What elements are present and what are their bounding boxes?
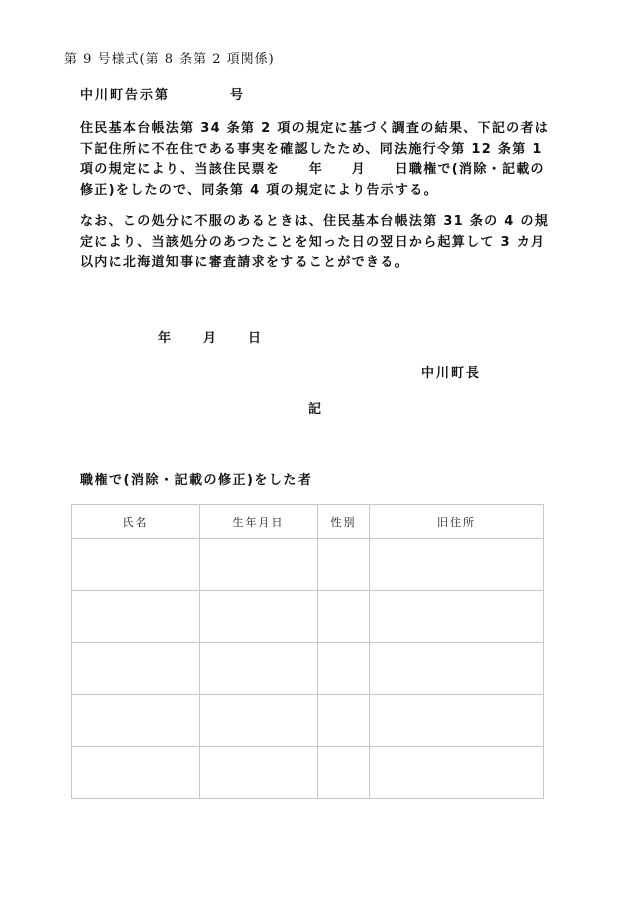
notice-number — [80, 84, 245, 103]
date-month-label: 月 — [203, 331, 217, 346]
gender-cell — [318, 747, 370, 799]
form-number: 第 9 号様式(第 8 条第 2 項関係) — [64, 52, 275, 67]
table-row — [72, 747, 544, 799]
name-cell — [72, 695, 200, 747]
table-row — [72, 591, 544, 643]
gender-cell — [318, 539, 370, 591]
birthdate-cell — [200, 591, 318, 643]
gender-cell — [318, 591, 370, 643]
table-header-row — [72, 505, 544, 539]
name-cell — [72, 539, 200, 591]
date-line — [158, 327, 261, 346]
birthdate-cell — [200, 747, 318, 799]
table-row — [72, 643, 544, 695]
notice-number-prefix: 中川町告示第 — [80, 88, 171, 103]
birthdate-cell — [200, 643, 318, 695]
gender-cell — [318, 695, 370, 747]
list-title: 職権で(消除・記載の修正)をした者 — [80, 473, 313, 488]
header-gender: 性別 — [318, 505, 370, 539]
header-former-address: 旧住所 — [370, 505, 544, 539]
date-day-label: 日 — [248, 331, 262, 346]
former-address-cell — [370, 643, 544, 695]
birthdate-cell — [200, 695, 318, 747]
name-cell — [72, 747, 200, 799]
name-cell — [72, 591, 200, 643]
table-row — [72, 695, 544, 747]
former-address-cell — [370, 747, 544, 799]
mayor-signature: 中川町長 — [421, 366, 482, 381]
name-cell — [72, 643, 200, 695]
header-name: 氏名 — [72, 505, 200, 539]
ki-heading: 記 — [308, 402, 322, 417]
notice-number-suffix: 号 — [230, 88, 246, 103]
body-paragraph-1: 住民基本台帳法第 34 条第 2 項の規定に基づく調査の結果、下記の者は下記住所に不在住である事実を確認したため、同法施行令第 12 条第 1 項の規定により、当該住民票を 年 月 日職権で(消除・記載の修正)をしたので、同条第 4 項の規定により告示する。 — [80, 121, 550, 198]
header-birthdate: 生年月日 — [200, 505, 318, 539]
gender-cell — [318, 643, 370, 695]
records-table — [71, 504, 544, 799]
former-address-cell — [370, 591, 544, 643]
former-address-cell — [370, 539, 544, 591]
former-address-cell — [370, 695, 544, 747]
body-paragraph-2: なお、この処分に不服のあるときは、住民基本台帳法第 31 条の 4 の規定により、当該処分のあつたことを知った日の翌日から起算して 3 カ月以内に北海道知事に審査請求をすることができる。 — [80, 214, 550, 270]
date-year-label: 年 — [158, 331, 172, 346]
birthdate-cell — [200, 539, 318, 591]
table-row — [72, 539, 544, 591]
